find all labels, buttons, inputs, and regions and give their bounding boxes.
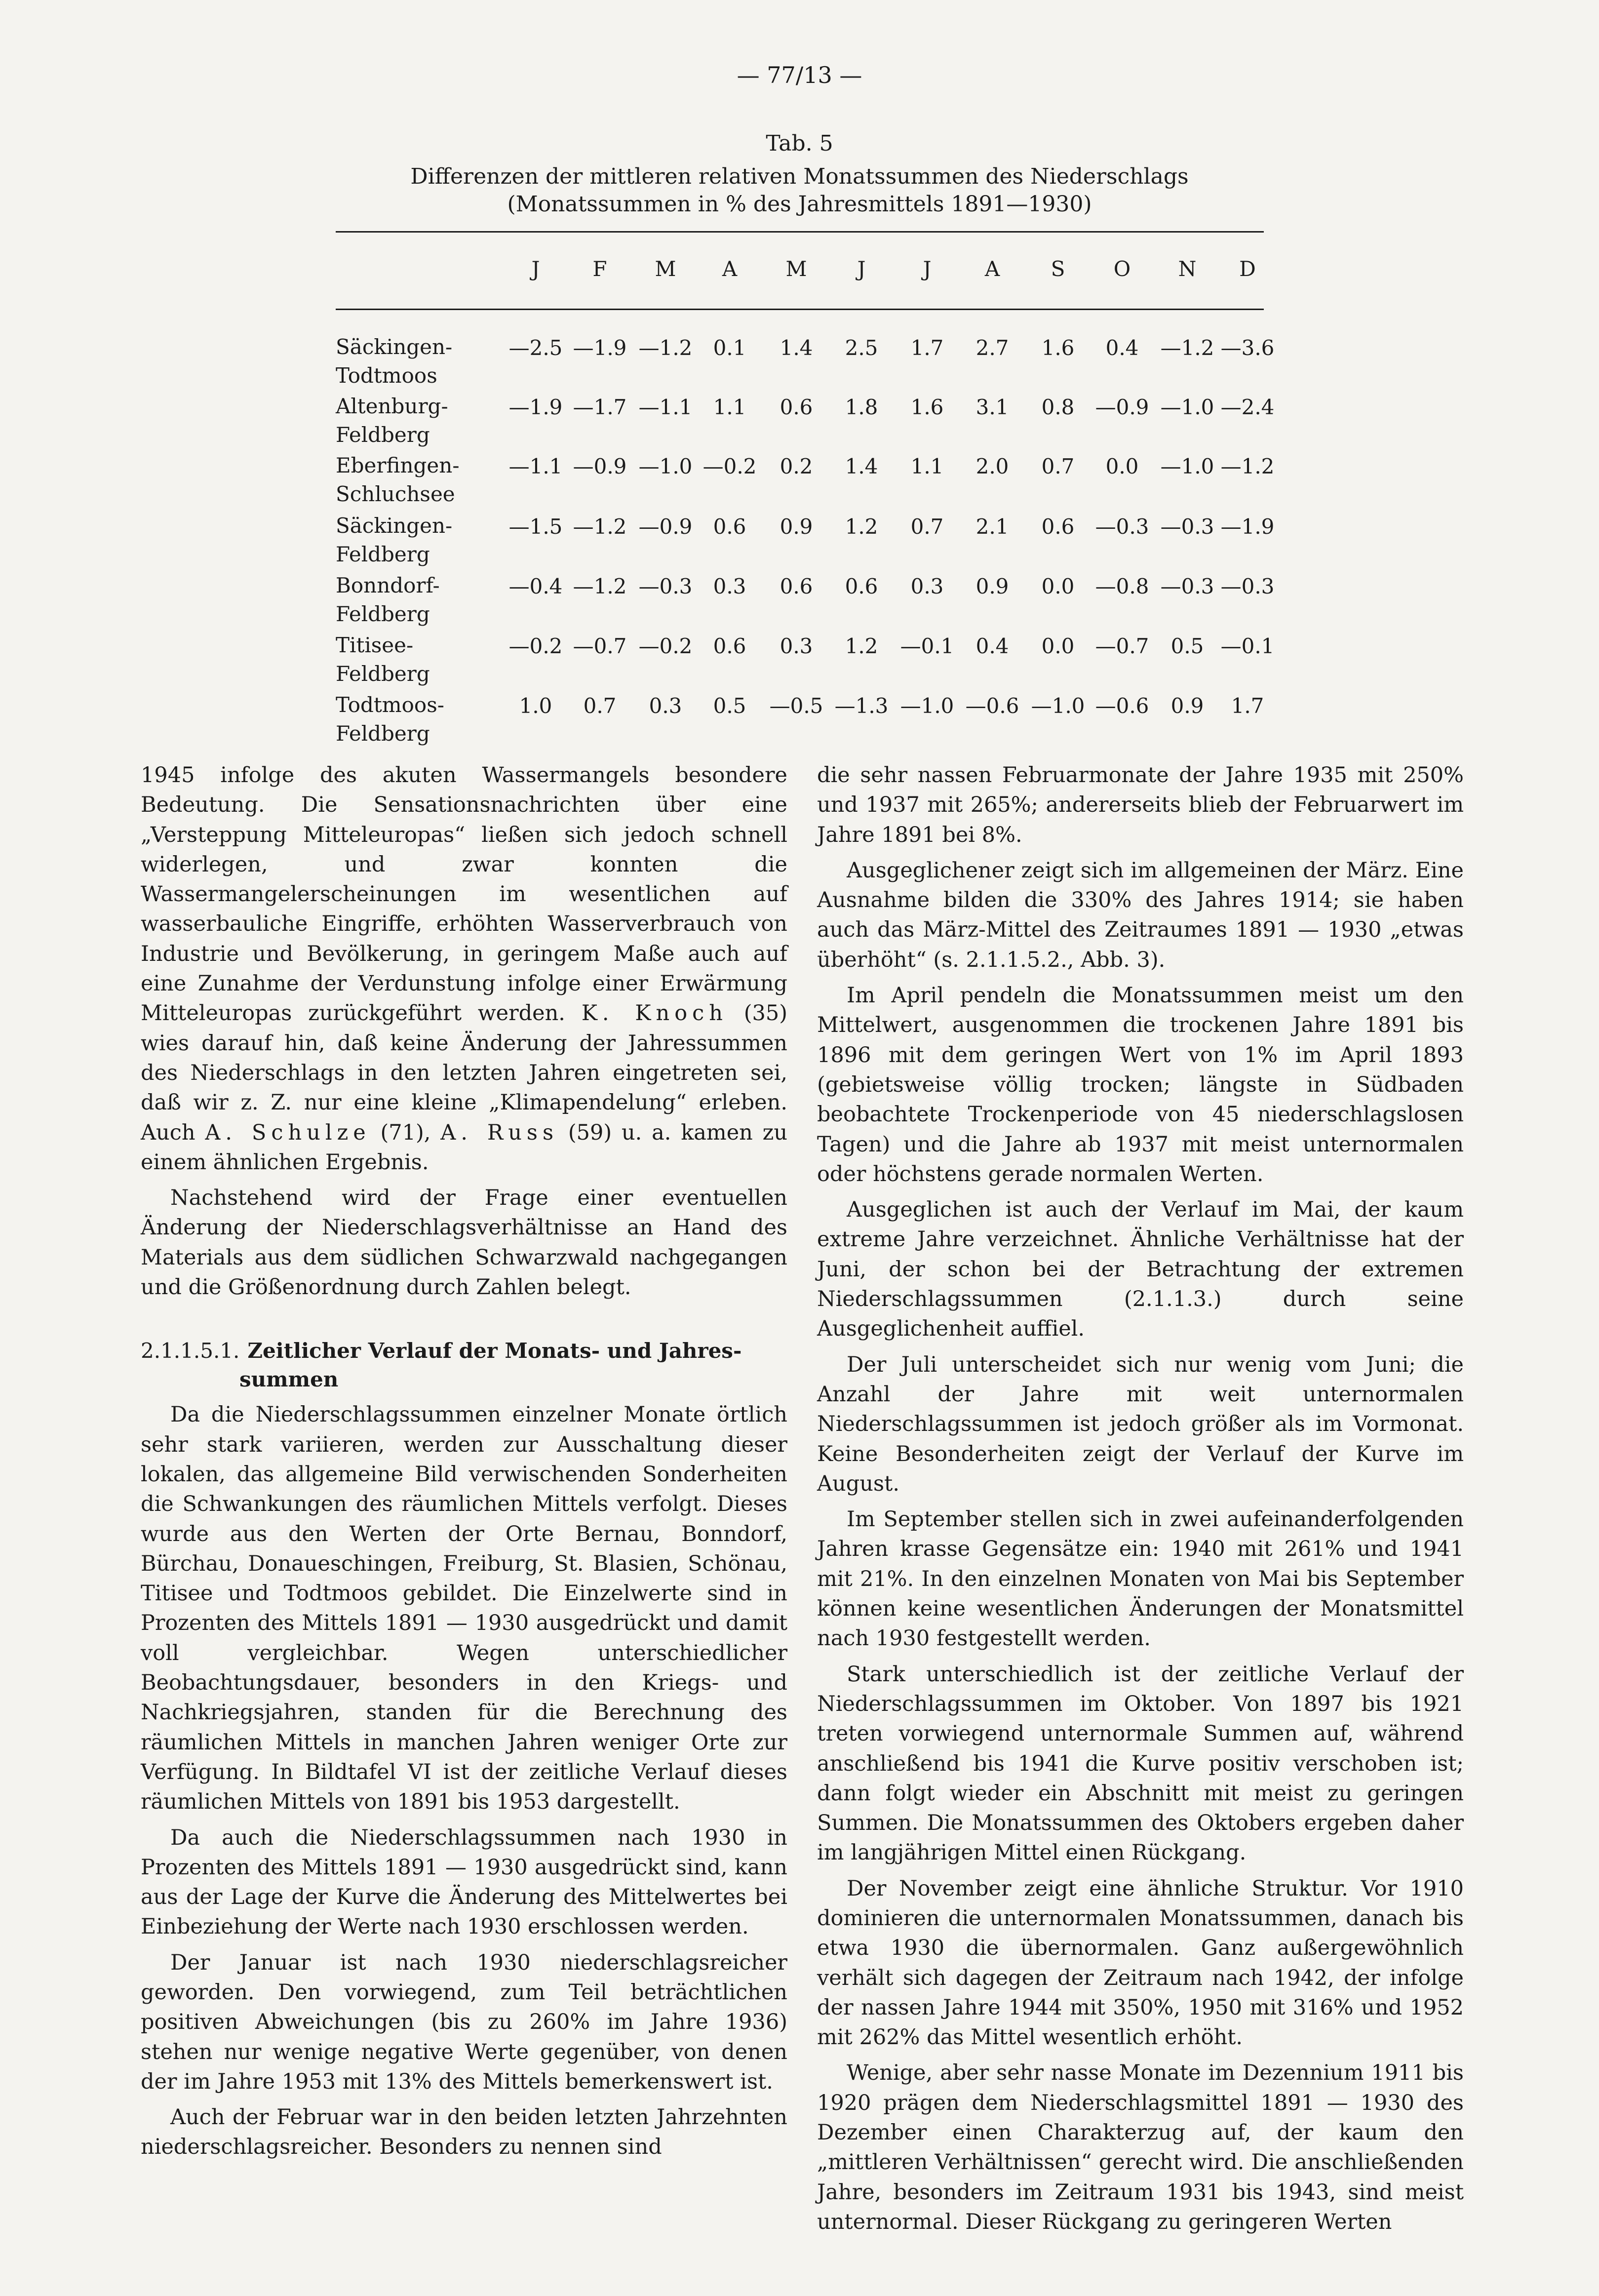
paragraph: Nachstehend wird der Frage einer eventuellen Änderung der Niederschlagsverhältnisse an Hand des Materials aus dem südlichen Schwarzwald nachgegangen und die Größenordnung durch Zahlen belegt. — [141, 1186, 787, 1300]
row-label-line2: Feldberg — [336, 721, 430, 746]
paragraph-text: (59) u. a. kamen zu einem ähnlichen Ergebnis. — [141, 1120, 788, 1175]
row-label-line1: Säckingen- — [336, 335, 453, 359]
table-cell: 0.9 — [780, 515, 813, 539]
table-cell: 0.1 — [713, 336, 746, 360]
table-cell: 0.3 — [780, 634, 813, 658]
table-cell: —1.2 — [573, 574, 627, 598]
table-cell: 1.7 — [910, 336, 944, 360]
table-cell: —2.5 — [508, 336, 563, 360]
row-label-line1: Altenburg- — [336, 394, 448, 418]
table-cell: 0.6 — [713, 634, 746, 658]
table-cell: —1.2 — [573, 515, 627, 539]
paragraph: Der November zeigt eine ähnliche Struktur. Vor 1910 dominieren die unternormalen Monatssummen, danach bis etwa 1930 die übernormalen. Ganz außergewöhnlich verhält sich dagegen der Zeitraum nach 1942, der infolge der nassen Jahre 1944 mit 350%, 1950 mit 316% und 1952 mit 262% das Mittel wesentlich erhöht. — [817, 1876, 1464, 2050]
table-cell: —0.3 — [1220, 574, 1275, 598]
paragraph: Ausgeglichener zeigt sich im allgemeinen der März. Eine Ausnahme bilden die 330% des Jahres 1914; sie haben auch das März-Mittel des Zeitraumes 1891 — 1930 „etwas überhöht“ (s. 2.1.1.5.2., Abb. 3). — [817, 858, 1464, 972]
month-header: J — [923, 257, 932, 281]
section-number: 2.1.1.5.1. — [141, 1339, 240, 1363]
table-cell: 1.1 — [910, 454, 944, 478]
table-cell: 0.6 — [1041, 515, 1075, 539]
paragraph: Der Juli unterscheidet sich nur wenig vom Juni; die Anzahl der Jahre mit weit unternormalen Niederschlagssummen ist jedoch größer als im Vormonat. Keine Besonderheiten zeigt der Verlauf der Kurve im August. — [817, 1352, 1464, 1496]
paragraph-text: (71), — [380, 1120, 431, 1145]
table-cell: —0.8 — [1095, 574, 1149, 598]
table-cell: —1.5 — [508, 515, 563, 539]
month-header: D — [1239, 257, 1256, 281]
table-cell: —0.7 — [573, 634, 627, 658]
table-cell: 1.2 — [845, 634, 878, 658]
table-cell: —1.1 — [638, 395, 693, 419]
table-cell: 0.4 — [975, 634, 1009, 658]
table-cell: 0.6 — [713, 515, 746, 539]
table-cell: —0.6 — [1095, 694, 1149, 718]
table-cell: —1.0 — [900, 694, 954, 718]
table-cell: 0.4 — [1105, 336, 1139, 360]
month-header: O — [1113, 257, 1131, 281]
paragraph: Der Januar ist nach 1930 niederschlagsreicher geworden. Den vorwiegend, zum Teil beträchtlichen positiven Abweichungen (bis zu 260% im Jahre 1936) stehen nur wenige negative Werte gegenüber, von denen der im Jahre 1953 mit 13% des Mittels bemerkenswert ist. — [141, 1950, 787, 2094]
table-cell: 2.1 — [975, 515, 1009, 539]
table-cell: 2.0 — [975, 454, 1009, 478]
row-label — [336, 631, 484, 688]
row-label-line2: Feldberg — [336, 602, 430, 626]
table-cell: 2.7 — [975, 336, 1009, 360]
month-header: A — [722, 257, 738, 281]
author-name: A. Schulze — [205, 1120, 371, 1145]
table-cell: 1.1 — [713, 395, 746, 419]
table-caption — [0, 163, 1599, 218]
table-cell: 0.3 — [713, 574, 746, 598]
table-cell: —1.0 — [638, 454, 693, 478]
paragraph: Auch der Februar war in den beiden letzten Jahrzehnten niederschlagsreicher. Besonders zu nennen sind — [141, 2105, 787, 2160]
row-label — [336, 571, 484, 629]
table-cell: 0.3 — [649, 694, 682, 718]
table-cell: —1.2 — [1220, 454, 1275, 478]
table-cell: 0.7 — [583, 694, 617, 718]
paragraph: Ausgeglichen ist auch der Verlauf im Mai, der kaum extreme Jahre verzeichnet. Ähnliche Verhältnisse hat der Juni, der schon bei der Betrachtung der extremen Niederschlagssummen (2.1.1.3.) durch seine Ausgeglichenheit auffiel. — [817, 1197, 1464, 1342]
month-header: N — [1178, 257, 1197, 281]
table-cell: —0.9 — [573, 454, 627, 478]
table-cell: 0.2 — [780, 454, 813, 478]
table-cell: 0.8 — [1041, 395, 1075, 419]
paragraph — [141, 760, 787, 1177]
month-header: M — [785, 257, 807, 281]
row-label-line1: Eberfingen- — [336, 453, 460, 477]
table-cell: —0.1 — [1220, 634, 1275, 658]
table-cell: —0.5 — [769, 694, 823, 718]
table-caption-line1: Differenzen der mittleren relativen Monatssummen des Niederschlags — [410, 164, 1189, 189]
section-heading — [141, 1337, 787, 1394]
month-header: J — [531, 257, 540, 281]
table-cell: —0.2 — [508, 634, 563, 658]
row-label — [336, 512, 484, 569]
paragraph: Da auch die Niederschlagssummen nach 1930 in Prozenten des Mittels 1891 — 1930 ausgedrückt sind, kann aus der Lage der Kurve die Änderung des Mittelwertes bei Einbeziehung der Werte nach 1930 erschlossen werden. — [141, 1825, 787, 1940]
table-cell: 0.0 — [1041, 634, 1075, 658]
table-cell: 1.6 — [910, 395, 944, 419]
table-cell: —0.9 — [1095, 395, 1149, 419]
author-name: K. Knoch — [581, 1001, 728, 1026]
table-cell: —0.7 — [1095, 634, 1149, 658]
row-label — [336, 392, 484, 449]
table-cell: 1.2 — [845, 515, 878, 539]
table-caption-line2: (Monatssummen in % des Jahresmittels 1891—1930) — [507, 192, 1092, 217]
table-cell: —1.3 — [834, 694, 889, 718]
table-cell: 1.4 — [845, 454, 878, 478]
row-label-line1: Säckingen- — [336, 514, 453, 538]
table-cell: 0.9 — [1170, 694, 1204, 718]
table-label: Tab. 5 — [766, 131, 833, 156]
table-cell: —0.6 — [965, 694, 1019, 718]
paragraph: Im April pendeln die Monatssummen meist um den Mittelwert, ausgenommen die trockenen Jahre 1891 bis 1896 mit dem geringen Wert von 1% im April 1893 (gebietsweise völlig trocken; längste in Südbaden beobachtete Trockenperiode von 45 niederschlagslosen Tagen) und die Jahre ab 1937 mit meist unternormalen oder höchstens gerade normalen Werten. — [817, 983, 1464, 1187]
table-cell: —0.1 — [900, 634, 954, 658]
table-cell: —1.9 — [1220, 515, 1275, 539]
row-label-line2: Feldberg — [336, 542, 430, 566]
right-column — [817, 760, 1464, 2243]
table-cell: —0.2 — [702, 454, 757, 478]
table-cell: 1.4 — [780, 336, 813, 360]
table-cell: —2.4 — [1220, 395, 1275, 419]
section-title: Zeitlicher Verlauf der Monats- und Jahres- — [247, 1339, 742, 1363]
row-label-line2: Feldberg — [336, 662, 430, 686]
paragraph: Im September stellen sich in zwei aufeinanderfolgenden Jahren krasse Gegensätze ein: 1940 mit 261% und 1941 mit 21%. In den einzelnen Monaten von Mai bis September können keine wesentlichen Änderungen der Monatsmittel nach 1930 festgestellt werden. — [817, 1507, 1464, 1651]
table-cell: 1.6 — [1041, 336, 1075, 360]
table-cell: 1.7 — [1231, 694, 1264, 718]
paragraph: die sehr nassen Februarmonate der Jahre 1935 mit 250% und 1937 mit 265%; andererseits blieb der Februarwert im Jahre 1891 bei 8%. — [817, 763, 1464, 847]
row-label-line1: Todtmoos- — [336, 693, 444, 717]
row-label — [336, 451, 484, 509]
table-cell: —0.4 — [508, 574, 563, 598]
table-cell: —0.2 — [638, 634, 693, 658]
section-title-cont: summen — [239, 1367, 339, 1392]
month-header: F — [592, 257, 607, 281]
author-name: A. Russ — [440, 1120, 559, 1145]
table-header-rule — [336, 309, 1264, 310]
table-cell: 0.3 — [910, 574, 944, 598]
table-cell: —1.7 — [573, 395, 627, 419]
table-cell: —0.3 — [1095, 515, 1149, 539]
table-cell: 1.8 — [845, 395, 878, 419]
table-cell: 2.5 — [845, 336, 878, 360]
paragraph-text: 1945 infolge des akuten Wassermangels besondere Bedeutung. Die Sensationsnachrichten über eine „Versteppung Mitteleuropas“ ließen sich jedoch schnell widerlegen, und zwar konnten die Wassermangelerscheinungen im wesentlichen auf wasserbauliche Eingriffe, erhöhten Wasserverbrauch von Industrie und Bevölkerung, in geringem Maße auch auf eine Zunahme der Verdunstung infolge einer Erwärmung Mitteleuropas zurückgeführt werden. — [141, 763, 787, 1026]
table-cell: —1.0 — [1160, 395, 1214, 419]
table-cell: —1.0 — [1160, 454, 1214, 478]
table-cell: 0.0 — [1105, 454, 1139, 478]
table-cell: 0.7 — [1041, 454, 1075, 478]
table-cell: 0.7 — [910, 515, 944, 539]
table-cell: —0.3 — [638, 574, 693, 598]
table-cell: —1.0 — [1031, 694, 1085, 718]
table-cell: —1.2 — [638, 336, 693, 360]
table-cell: —1.9 — [573, 336, 627, 360]
row-label-line1: Titisee- — [336, 633, 414, 657]
table-cell: —1.1 — [508, 454, 563, 478]
table-top-rule — [336, 231, 1264, 233]
paragraph: Stark unterschiedlich ist der zeitliche Verlauf der Niederschlagssummen im Oktober. Von 1897 bis 1921 treten vorwiegend unternormale Summen auf, während anschließend bis 1941 die Kurve positiv verschoben ist; dann folgt wieder ein Abschnitt mit meist zu geringen Summen. Die Monatssummen des Oktobers ergeben daher im langjährigen Mittel einen Rückgang. — [817, 1662, 1464, 1865]
month-header: M — [655, 257, 676, 281]
paragraph-text: (35) wies darauf hin, daß keine Änderung der Jahressummen des Niederschlags in den letzten Jahren eingetreten sei, daß wir z. Z. nur eine kleine „Klimapendelung“ erleben. Auch — [141, 1001, 788, 1145]
table-cell: 3.1 — [975, 395, 1009, 419]
table-cell: 1.0 — [519, 694, 552, 718]
table-cell: —0.9 — [638, 515, 693, 539]
page-number: — 77/13 — — [737, 62, 862, 88]
table-cell: 0.9 — [975, 574, 1009, 598]
table-cell: 0.5 — [1170, 634, 1204, 658]
table-cell: —1.2 — [1160, 336, 1214, 360]
table-cell: —3.6 — [1220, 336, 1275, 360]
row-label — [336, 333, 484, 390]
table-cell: —1.9 — [508, 395, 563, 419]
table-cell: 0.5 — [713, 694, 746, 718]
table-cell: —0.3 — [1160, 515, 1214, 539]
paragraph: Wenige, aber sehr nasse Monate im Dezennium 1911 bis 1920 prägen dem Niederschlagsmittel 1891 — 1930 des Dezember einen Charakterzug auf, der kaum den „mittleren Verhältnissen“ gerecht wird. Die anschließenden Jahre, besonders im Zeitraum 1931 bis 1943, sind meist unternormal. Dieser Rückgang zu geringeren Werten — [817, 2060, 1464, 2234]
table-cell: 0.6 — [780, 574, 813, 598]
month-header: J — [857, 257, 866, 281]
row-label-line2: Feldberg — [336, 423, 430, 447]
row-label-line1: Bonndorf- — [336, 573, 440, 597]
table-cell: —0.3 — [1160, 574, 1214, 598]
month-header: S — [1051, 257, 1065, 281]
row-label-line2: Todtmoos — [336, 363, 437, 388]
row-label-line2: Schluchsee — [336, 482, 455, 506]
month-header: A — [984, 257, 1000, 281]
table-cell: 0.0 — [1041, 574, 1075, 598]
paragraph: Da die Niederschlagssummen einzelner Monate örtlich sehr stark variieren, werden zur Ausschaltung dieser lokalen, das allgemeine Bild verwischenden Sonderheiten die Schwankungen des räumlichen Mittels verfolgt. Dieses wurde aus den Werten der Orte Bernau, Bonndorf, Bürchau, Donaueschingen, Freiburg, St. Blasien, Schönau, Titisee und Todtmoos gebildet. Die Einzelwerte sind in Prozenten des Mittels 1891 — 1930 ausgedrückt und damit voll vergleichbar. Wegen unterschiedlicher Beobachtungsdauer, besonders in den Kriegs- und Nachkriegsjahren, standen für die Berechnung des räumlichen Mittels in manchen Jahren weniger Orte zur Verfügung. In Bildtafel VI ist der zeitliche Verlauf dieses räumlichen Mittels von 1891 bis 1953 dargestellt. — [141, 1402, 787, 1815]
table-cell: 0.6 — [780, 395, 813, 419]
row-label — [336, 691, 484, 748]
table-cell: 0.6 — [845, 574, 878, 598]
left-column — [141, 760, 787, 2168]
